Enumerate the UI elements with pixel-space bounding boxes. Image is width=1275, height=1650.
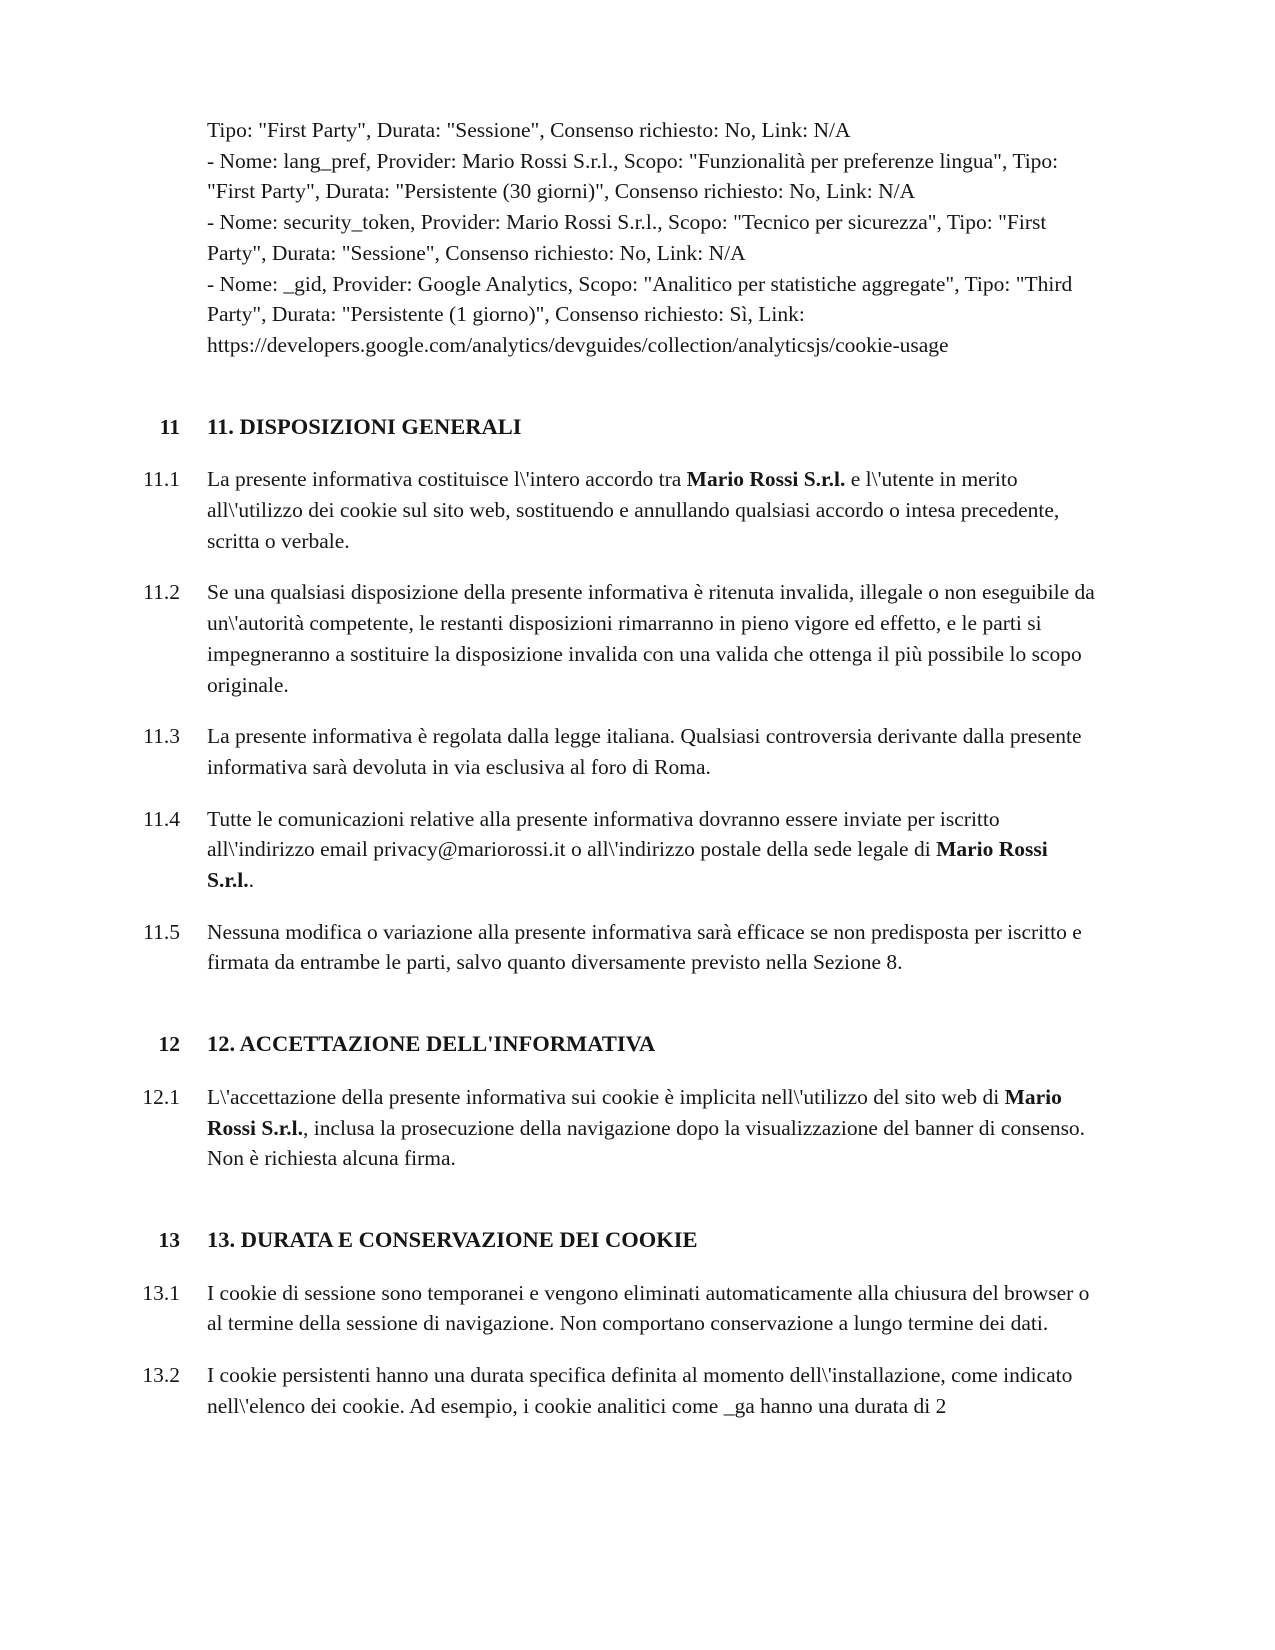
clause-text <box>207 464 1097 556</box>
clause-number: 13.1 <box>142 1280 180 1305</box>
section-number: 11 <box>159 414 180 439</box>
clause-text <box>207 721 1097 782</box>
section-title-cell <box>207 412 1097 443</box>
text-segment: . <box>248 868 254 893</box>
section-number: 13 <box>158 1227 180 1252</box>
document-section <box>0 412 1275 979</box>
bold-text-segment: Mario Rossi S.r.l. <box>207 837 1048 893</box>
bold-text-segment: Mario Rossi S.r.l. <box>686 467 846 492</box>
document-section <box>0 1225 1275 1422</box>
section-heading-row <box>118 412 1275 443</box>
clause-number: 11.4 <box>143 806 180 831</box>
clause-text <box>207 1082 1097 1174</box>
text-segment: e l\'utente in merito all\'utilizzo dei cookie sul sito web, sostituendo e annullando qualsiasi accordo o intesa precedente, scritta o verbale. <box>207 467 1060 553</box>
clause-row <box>118 1278 1275 1339</box>
text-segment: I cookie persistenti hanno una durata specifica definita al momento dell\'installazione, come indicato nell\'elenco dei cookie. Ad esempio, i cookie analitici come _ga hanno una durata di 2 <box>207 1363 1073 1418</box>
section-title: 13. DURATA E CONSERVAZIONE DEI COOKIE <box>207 1226 698 1252</box>
clause-row <box>118 1360 1275 1421</box>
clause-row <box>118 804 1275 896</box>
clause-text <box>207 1360 1097 1421</box>
text-segment: Nessuna modifica o variazione alla presente informativa sarà efficace se non predisposta per iscritto e firmata da entrambe le parti, salvo quanto diversamente previsto nella Sezione 8. <box>207 919 1082 975</box>
clause-row <box>118 464 1275 556</box>
document-section <box>0 1029 1275 1174</box>
clause-row <box>118 577 1275 700</box>
clause-number: 11.1 <box>143 467 180 492</box>
section-title-cell <box>207 1225 1097 1256</box>
section-title-cell <box>207 1029 1097 1060</box>
text-segment: Tutte le comunicazioni relative alla presente informativa dovranno essere inviate per iscritto all\'indirizzo email privacy@mariorossi.it o all\'indirizzo postale della sede legale di <box>207 806 1000 862</box>
section-title: 11. DISPOSIZIONI GENERALI <box>207 413 522 439</box>
clause-number: 12.1 <box>142 1084 180 1109</box>
clause-row <box>118 721 1275 782</box>
clause-number: 11.3 <box>143 724 180 749</box>
text-segment: , inclusa la prosecuzione della navigazione dopo la visualizzazione del banner di consenso. Non è richiesta alcuna firma. <box>207 1115 1086 1171</box>
clause-text <box>207 1278 1097 1339</box>
document-body <box>0 412 1275 1422</box>
text-segment: La presente informativa è regolata dalla legge italiana. Qualsiasi controversia derivante dalla presente informativa sarà devoluta in via esclusiva al foro di Roma. <box>207 724 1082 779</box>
clause-number: 11.5 <box>143 919 180 944</box>
clause-row <box>118 1082 1275 1174</box>
text-segment: Se una qualsiasi disposizione della presente informativa è ritenuta invalida, illegale o non eseguibile da un\'autorità competente, le restanti disposizioni rimarranno in pieno vigore ed effetto, e le parti si impegneranno a sostituire la disposizione invalida con una valida che ottenga il più possibile lo scopo originale. <box>207 580 1095 697</box>
cookie-list-line: Tipo: "First Party", Durata: "Sessione", Consenso richiesto: No, Link: N/A <box>207 118 851 142</box>
text-segment: I cookie di sessione sono temporanei e vengono eliminati automaticamente alla chiusura del browser o al termine della sessione di navigazione. Non comportano conservazione a lungo termine dei dati. <box>207 1280 1090 1336</box>
clause-text <box>207 577 1097 700</box>
cookie-list-line: - Nome: lang_pref, Provider: Mario Rossi S.r.l., Scopo: "Funzionalità per preferenze lingua", Tipo: "First Party", Durata: "Persistente (30 giorni)", Consenso richiesto: No, Link: N/A <box>207 148 1059 204</box>
cookie-list-line: - Nome: _gid, Provider: Google Analytics, Scopo: "Analitico per statistiche aggregate", Tipo: "Third Party", Durata: "Persistente (1 giorno)", Consenso richiesto: Sì, Link: https://developers.google.com/analytics/devguides/collection/analyticsjs/cookie-usage <box>207 271 1073 357</box>
cookie-list-continuation <box>207 115 1097 361</box>
text-segment: L\'accettazione della presente informativa sui cookie è implicita nell\'utilizzo del sito web di <box>207 1084 1005 1109</box>
text-segment: La presente informativa costituisce l\'intero accordo tra <box>207 467 687 492</box>
section-heading-row <box>118 1225 1275 1256</box>
section-number: 12 <box>158 1032 180 1057</box>
clause-text <box>207 917 1097 978</box>
clause-text <box>207 804 1097 896</box>
section-heading-row <box>118 1029 1275 1060</box>
clause-number: 13.2 <box>142 1363 180 1388</box>
clause-number: 11.2 <box>143 580 180 605</box>
cookie-list-line: - Nome: security_token, Provider: Mario Rossi S.r.l., Scopo: "Tecnico per sicurezza", Tipo: "First Party", Durata: "Sessione", Consenso richiesto: No, Link: N/A <box>207 210 1047 265</box>
section-title: 12. ACCETTAZIONE DELL'INFORMATIVA <box>207 1031 656 1057</box>
bold-text-segment: Mario Rossi S.r.l. <box>207 1084 1062 1140</box>
clause-row <box>118 917 1275 978</box>
